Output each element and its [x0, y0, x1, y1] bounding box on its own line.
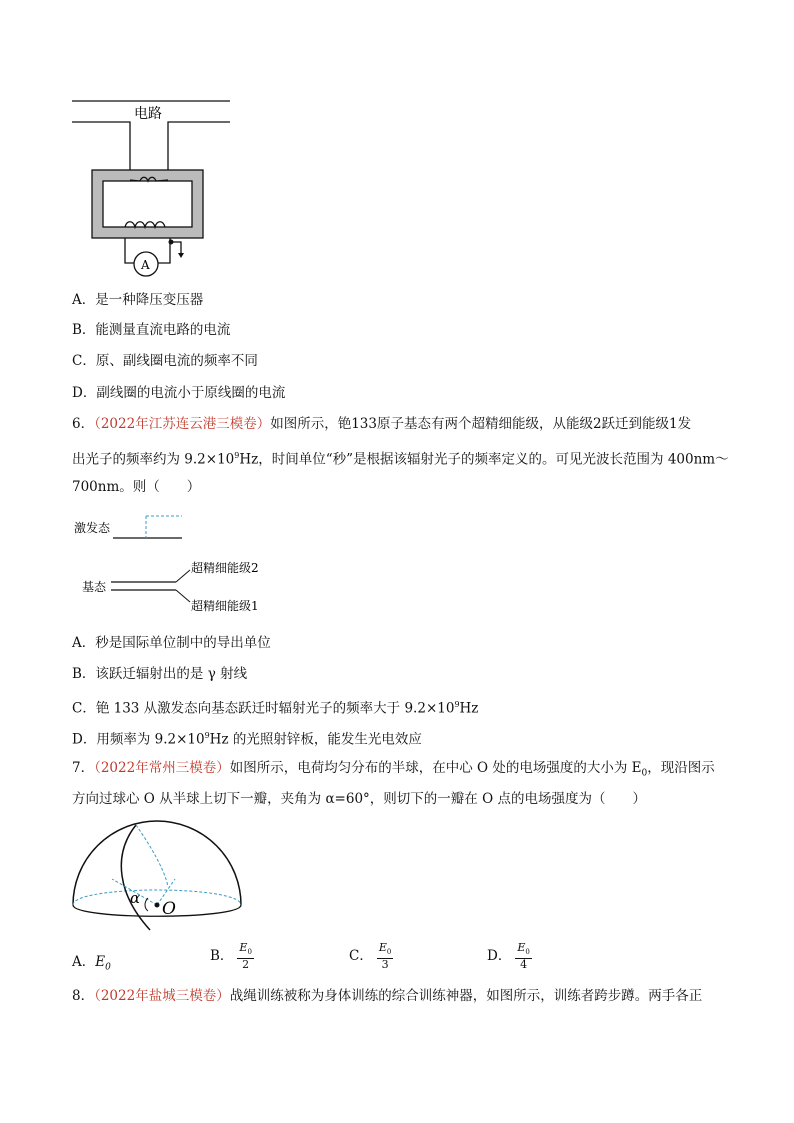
- q7-text1: 如图所示，电荷均匀分布的半球，在中心 O 处的电场强度的大小为 E: [229, 760, 642, 776]
- q6-option-a: A．秒是国际单位制中的导出单位: [72, 635, 271, 651]
- q6-d-exp: 9: [204, 731, 210, 740]
- q7-b-num-sub: 0: [247, 948, 252, 957]
- q6-d-text2: Hz 的光照射锌板，能发生光电效应: [209, 731, 422, 748]
- q6-exp: 9: [234, 451, 240, 460]
- q7-text1b: ，现沿图示: [647, 760, 715, 776]
- q6-number: 6．: [72, 416, 95, 432]
- q7-stem-line1: [72, 758, 715, 784]
- ground-state-label: 基态: [82, 580, 107, 594]
- q7-d-label: D．: [487, 948, 512, 965]
- q8-stem-line1: [72, 986, 702, 1006]
- q7-c-num: E: [378, 941, 387, 954]
- q7-b-fraction: [237, 942, 254, 971]
- q7-d-num-sub: 0: [525, 948, 530, 957]
- q7-a-value: E: [95, 954, 106, 970]
- q6-c-exp: 9: [454, 700, 460, 709]
- q8-number: 8．: [72, 988, 95, 1004]
- q6-text2a: 出光子的频率约为 9.2×10: [72, 451, 235, 468]
- q7-stem-line2: 方向过球心 O 从半球上切下一瓣，夹角为 α=60°，则切下的一瓣在 O 点的电场强度为（ ）: [72, 791, 646, 807]
- alpha-label: α: [130, 889, 141, 907]
- q6-option-c: [72, 695, 478, 719]
- energy-level-diagram: [0, 505, 794, 625]
- q6-stem-line3: 700nm。则（ ）: [72, 479, 201, 495]
- q7-d-den: 4: [520, 958, 528, 972]
- level2-label: 超精细能级2: [191, 561, 259, 575]
- q7-c-fraction: [377, 942, 394, 971]
- q7-sub: 0: [641, 768, 648, 779]
- circuit-label: 电路: [134, 106, 162, 122]
- q6-stem-line1: [72, 414, 691, 434]
- q7-option-a: [72, 952, 111, 978]
- q7-d-num: E: [517, 941, 526, 954]
- transformer-diagram: [0, 0, 794, 300]
- q7-b-den: 2: [242, 958, 250, 972]
- q7-c-label: C．: [349, 948, 373, 965]
- q5-option-d: D．副线圈的电流小于原线圈的电流: [72, 385, 286, 401]
- q6-d-text: D．用频率为 9.2×10: [72, 731, 205, 748]
- q5-option-b: B．能测量直流电路的电流: [72, 322, 231, 338]
- q6-stem-line2: [72, 446, 729, 470]
- q7-option-b: [210, 942, 254, 971]
- hemisphere-diagram: [0, 815, 794, 935]
- q7-option-d: [487, 942, 532, 971]
- q8-text1: 战绳训练被称为身体训练的综合训练神器，如图所示，训练者跨步蹲。两手各正: [229, 988, 703, 1004]
- q5-option-c: C．原、副线圈电流的频率不同: [72, 353, 258, 369]
- q7-c-den: 3: [381, 958, 389, 972]
- q8-source: （2022年盐城三模卷）: [94, 988, 230, 1004]
- q7-option-c: [349, 942, 393, 971]
- excited-state-label: 激发态: [74, 521, 111, 535]
- q6-text2b: Hz，时间单位“秒”是根据该辐射光子的频率定义的。可见光波长范围为 400nm～: [239, 451, 729, 468]
- q7-a-sub: 0: [105, 962, 111, 973]
- q6-text1: 如图所示，铯133原子基态有两个超精细能级，从能级2跃迁到能级1发: [270, 416, 692, 432]
- q7-number: 7．: [72, 760, 95, 776]
- q7-source: （2022年常州三模卷）: [94, 760, 230, 776]
- q7-b-label: B．: [210, 948, 234, 965]
- q6-c-unit: Hz: [459, 700, 479, 717]
- q6-option-b: B．该跃迁辐射出的是 γ 射线: [72, 666, 248, 682]
- q7-b-num: E: [239, 941, 248, 954]
- q6-option-d: [72, 726, 422, 750]
- ammeter-label: A: [141, 258, 150, 272]
- q7-d-fraction: [515, 942, 532, 971]
- q5-option-a: A．是一种降压变压器: [72, 292, 204, 308]
- level1-label: 超精细能级1: [191, 599, 259, 613]
- q7-c-num-sub: 0: [386, 948, 392, 957]
- q7-a-label: A．: [72, 954, 96, 970]
- q6-source: （2022年江苏连云港三模卷）: [94, 416, 271, 432]
- q6-c-text: C．铯 133 从激发态向基态跃迁时辐射光子的频率大于 9.2×10: [72, 700, 455, 717]
- center-o-label: O: [162, 899, 176, 919]
